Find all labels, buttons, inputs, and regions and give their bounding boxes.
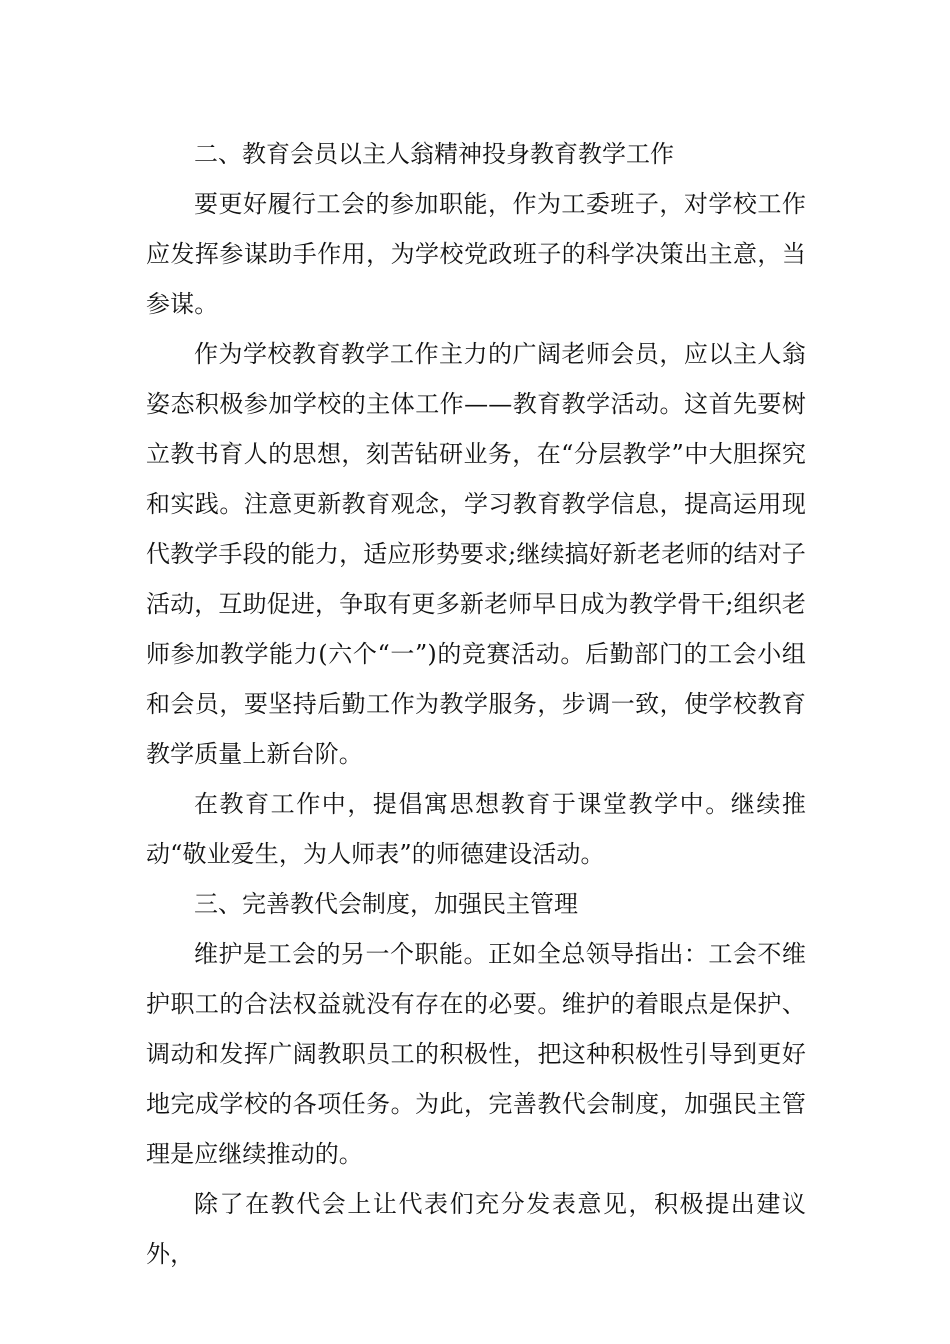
paragraph-congress: 除了在教代会上让代表们充分发表意见，积极提出建议外， [146, 1190, 806, 1268]
document-body [146, 129, 806, 1279]
paragraph-protection: 维护是工会的另一个职能。正如全总领导指出：工会不维护职工的合法权益就没有存在的必要。维护的着眼点是保护、调动和发挥广阔教职员工的积极性，把这种积极性引导到更好地完成学校的各项任务。为此，完善教代会制度，加强民主管理是应继续推动的。 [146, 940, 806, 1168]
paragraph-participation: 要更好履行工会的参加职能，作为工委班子，对学校工作应发挥参谋助手作用，为学校党政班子的科学决策出主意，当参谋。 [146, 190, 806, 318]
section-heading-2: 二、教育会员以主人翁精神投身教育教学工作 [194, 140, 674, 168]
paragraph-teacher-members: 作为学校教育教学工作主力的广阔老师会员，应以主人翁姿态积极参加学校的主体工作——教育教学活动。这首先要树立教书育人的思想，刻苦钻研业务，在“分层教学”中大胆探究和实践。注意更新教育观念，学习教育教学信息，提高运用现代教学手段的能力，适应形势要求;继续搞好新老老师的结对子活动，互助促进，争取有更多新老师早日成为教学骨干;组织老师参加教学能力(六个“一”)的竞赛活动。后勤部门的工会小组和会员，要坚持后勤工作为教学服务，步调一致，使学校教育教学质量上新台阶。 [146, 340, 806, 768]
section-heading-3: 三、完善教代会制度，加强民主管理 [194, 890, 578, 918]
paragraph-moral-education: 在教育工作中，提倡寓思想教育于课堂教学中。继续推动“敬业爱生，为人师表”的师德建设活动。 [146, 790, 806, 868]
